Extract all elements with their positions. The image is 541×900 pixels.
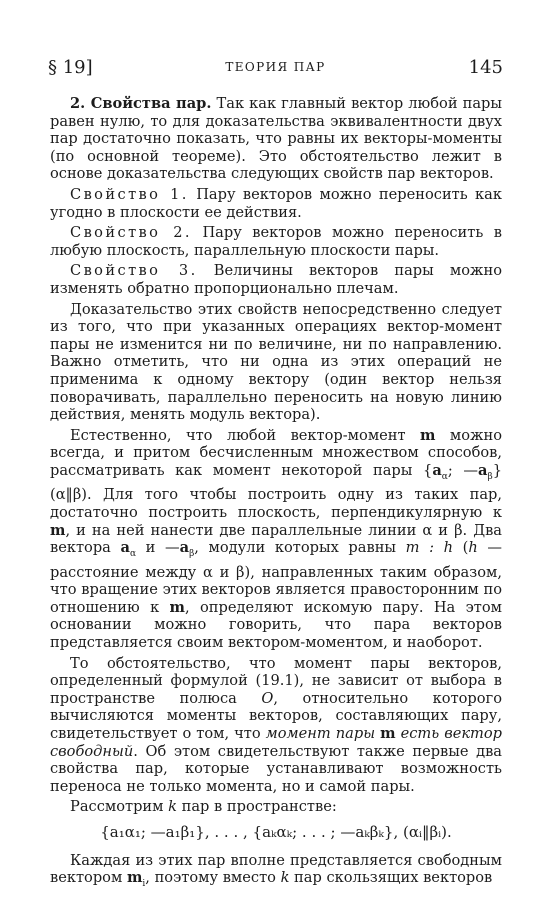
text-run: Каждая из этих пар вполне представляется свободным вектором	[50, 851, 502, 887]
vector-m: m	[126, 869, 143, 887]
paragraph-properties-intro	[50, 95, 502, 183]
text-run: , модули которых равны	[194, 539, 406, 557]
text-run: можно всегда, и притом бесчисленным множеством способов, рассматривать как момент некоторой пары {	[50, 426, 503, 479]
property-text: Пару векторов можно переносить как угодно в плоскости ее действия.	[50, 185, 502, 221]
property-3	[50, 262, 502, 297]
vector-m: m	[169, 598, 185, 616]
property-label: Свойство 2.	[70, 224, 192, 242]
vector-m: m	[380, 725, 396, 742]
property-text: Пару векторов можно переносить в любую плоскость, параллельную плоскости пары.	[50, 224, 503, 259]
text-run: пар скользящих векторов	[289, 869, 493, 887]
page-header	[48, 57, 503, 81]
paragraph-text: Так как главный вектор любой пары равен нулю, то для доказательства эквивалентности двух пар достаточно показать, что равны их векторы-моменты (по основной теореме). Это обстоятельство лежит в основе доказательства следующих свойств пар векторов.	[50, 95, 502, 183]
paragraph-consider	[50, 798, 502, 816]
subscript: i	[142, 879, 146, 890]
text-run: Естественно, что любой вектор-момент	[70, 426, 421, 444]
property-label: Свойство 3.	[70, 262, 198, 280]
property-text: Величины векторов пары можно изменять обратно пропорционально плечам.	[50, 262, 502, 297]
vector-a: a	[179, 539, 190, 557]
text-run: То обстоятельство, что момент пары векторов, определенный формулой (19.1), не зависит от выбора в пространстве полюса	[50, 654, 502, 707]
vector-a: a	[478, 461, 488, 479]
var-k: k	[280, 869, 290, 887]
subscript: α	[441, 471, 448, 482]
text-run: Рассмотрим	[70, 798, 169, 816]
vector-a: a	[432, 461, 442, 479]
text-run: , поэтому вместо	[145, 869, 281, 887]
emphasis: момент пары	[265, 725, 381, 742]
section-heading: 2. Свойства пар.	[70, 95, 212, 112]
text-run: } (α‖β). Для того чтобы построить одну из таких пар, достаточно построить плоскость, перпендикулярную к	[50, 461, 502, 521]
vector-m: m	[420, 426, 436, 444]
text-run: (	[453, 539, 469, 557]
paragraph-proof: Доказательство этих свойств непосредственно следует из того, что при указанных операциях вектор-момент пары не изменится ни по величине, ни по направлению. Важно отметить, что ни одна из этих операций не применима к одному вектору (один вектор нельзя поворачивать, параллельно переносить на новую линию действия, менять модуль вектора).	[50, 300, 502, 424]
paragraph-moment-vector	[50, 427, 502, 652]
running-title: ТЕОРИЯ ПАР	[225, 60, 326, 74]
ratio-m-h: m : h	[405, 539, 454, 557]
var-k: k	[168, 798, 177, 816]
paragraph-free-vector	[50, 655, 502, 796]
page-number: 145	[468, 57, 503, 78]
text-run: и —	[136, 539, 180, 557]
pole-O: O	[261, 689, 274, 707]
text-run: , относительно которого вычисляются моменты векторов, составляющих пару, свидетельствует о том, что	[50, 689, 502, 742]
formula-pairs: {a₁α₁; —a₁β₁}, . . . , {aₖαₖ; . . . ; —aₖβₖ}, (αᵢ‖βᵢ).	[100, 822, 452, 841]
text-run: ; —	[447, 461, 479, 479]
page-body	[50, 95, 502, 897]
subscript: α	[129, 549, 137, 560]
text-run: , определяют искомую пару. На этом основании можно говорить, что пара векторов представляется своим вектором-моментом, и наоборот.	[50, 598, 502, 652]
section-ref: § 19]	[48, 57, 93, 78]
subscript: β	[487, 471, 493, 482]
emphasis: есть вектор свободный	[50, 725, 503, 760]
property-2	[50, 224, 502, 259]
text-run: — расстояние между α и β), направленных таким образом, что вращение этих векторов является правосторонним по отношению к	[50, 539, 502, 616]
property-1	[50, 186, 502, 221]
text-run: , и на ней нанести две параллельные линии α и β. Два вектора	[50, 521, 502, 557]
paragraph-each-pair	[50, 852, 502, 894]
vector-m: m	[50, 521, 66, 539]
text-run: пар в пространстве:	[176, 798, 337, 816]
property-label: Свойство 1.	[70, 185, 189, 203]
subscript: β	[189, 549, 195, 560]
var-h: h	[468, 539, 478, 557]
vector-a: a	[120, 539, 130, 557]
text-run: . Об этом свидетельствуют также первые два свойства пар, которые устанавливают возможность переноса не только момента, но и самой пары.	[50, 742, 502, 795]
